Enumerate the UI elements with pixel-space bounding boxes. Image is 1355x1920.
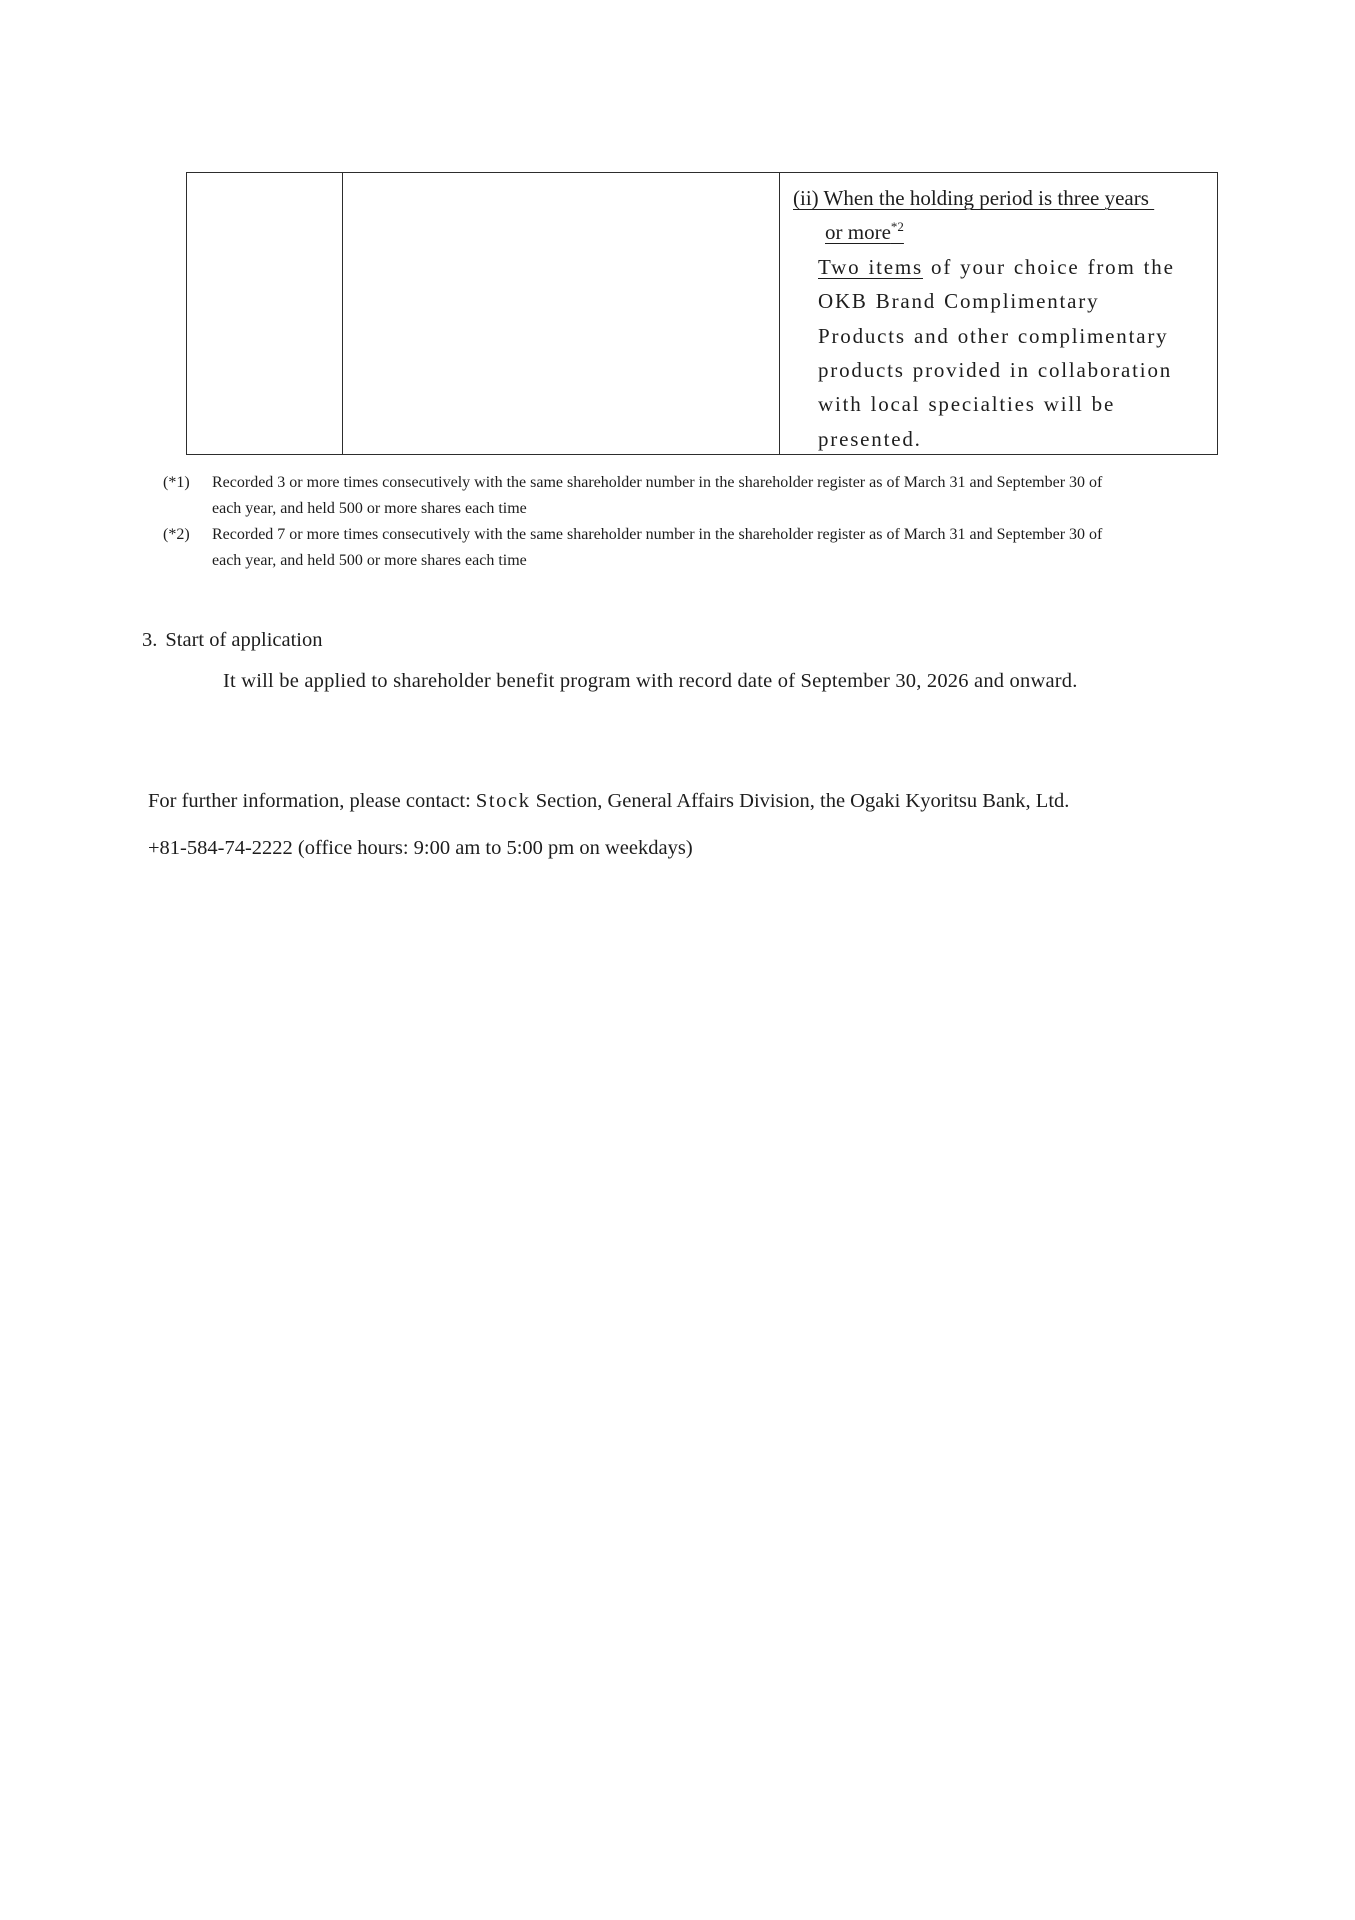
table-cell-empty-middle	[343, 173, 780, 454]
cell-line: OKB Brand Complimentary	[818, 289, 1100, 314]
footnote-line: Recorded 7 or more times consecutively with the same shareholder number in the shareholder register as of March 31 and September 30 of	[212, 526, 1103, 543]
footnote-label: (*1)	[163, 474, 190, 491]
footnote-text	[212, 522, 1102, 574]
section-title: Start of application	[165, 629, 323, 651]
table-cell-benefit-detail	[780, 173, 1213, 454]
shareholder-benefit-table	[186, 172, 1218, 455]
section-3-body: It will be applied to shareholder benefit program with record date of September 30, 2026 and onward.	[223, 670, 1078, 692]
cell-line: Products and other complimentary	[818, 323, 1169, 348]
footnotes-block	[163, 470, 1233, 574]
org-name: Stock	[475, 790, 531, 812]
footnote-ref-2: *2	[890, 219, 904, 235]
cell-line: products provided in collaboration	[818, 358, 1173, 383]
underlined-run: Two items	[818, 254, 923, 279]
cell-line-heading	[793, 181, 1213, 215]
cell-line-or-more	[793, 215, 1213, 249]
cell-line: presented.	[818, 426, 922, 451]
table-cell-empty-left	[187, 173, 343, 454]
footnote-line: each year, and held 500 or more shares each time	[212, 500, 527, 517]
cell-line: with local specialties will be	[818, 392, 1116, 417]
footnote-label: (*2)	[163, 526, 190, 543]
underlined-run	[825, 220, 904, 244]
contact-info-line	[148, 790, 1069, 813]
footnote-line: each year, and held 500 or more shares each time	[212, 552, 527, 569]
footnote-text	[212, 470, 1102, 522]
text-run: of your choice from the	[922, 254, 1175, 279]
text-run: or more	[825, 220, 891, 245]
section-number: 3.	[142, 629, 158, 651]
footnote-2	[163, 522, 1233, 574]
section-3-heading	[142, 629, 323, 652]
footnote-1	[163, 470, 1233, 522]
text-run: Section, General Affairs Division, the Ogaki Kyoritsu Bank, Ltd.	[530, 790, 1070, 812]
text-run: For further information, please contact:	[148, 790, 476, 812]
underlined-run: (ii) When the holding period is three years	[793, 186, 1155, 210]
contact-phone-line: +81-584-74-2222 (office hours: 9:00 am to 5:00 pm on weekdays)	[148, 837, 693, 859]
cell-line-two-items	[793, 250, 1213, 284]
footnote-line: Recorded 3 or more times consecutively with the same shareholder number in the shareholder register as of March 31 and September 30 of	[212, 474, 1103, 491]
